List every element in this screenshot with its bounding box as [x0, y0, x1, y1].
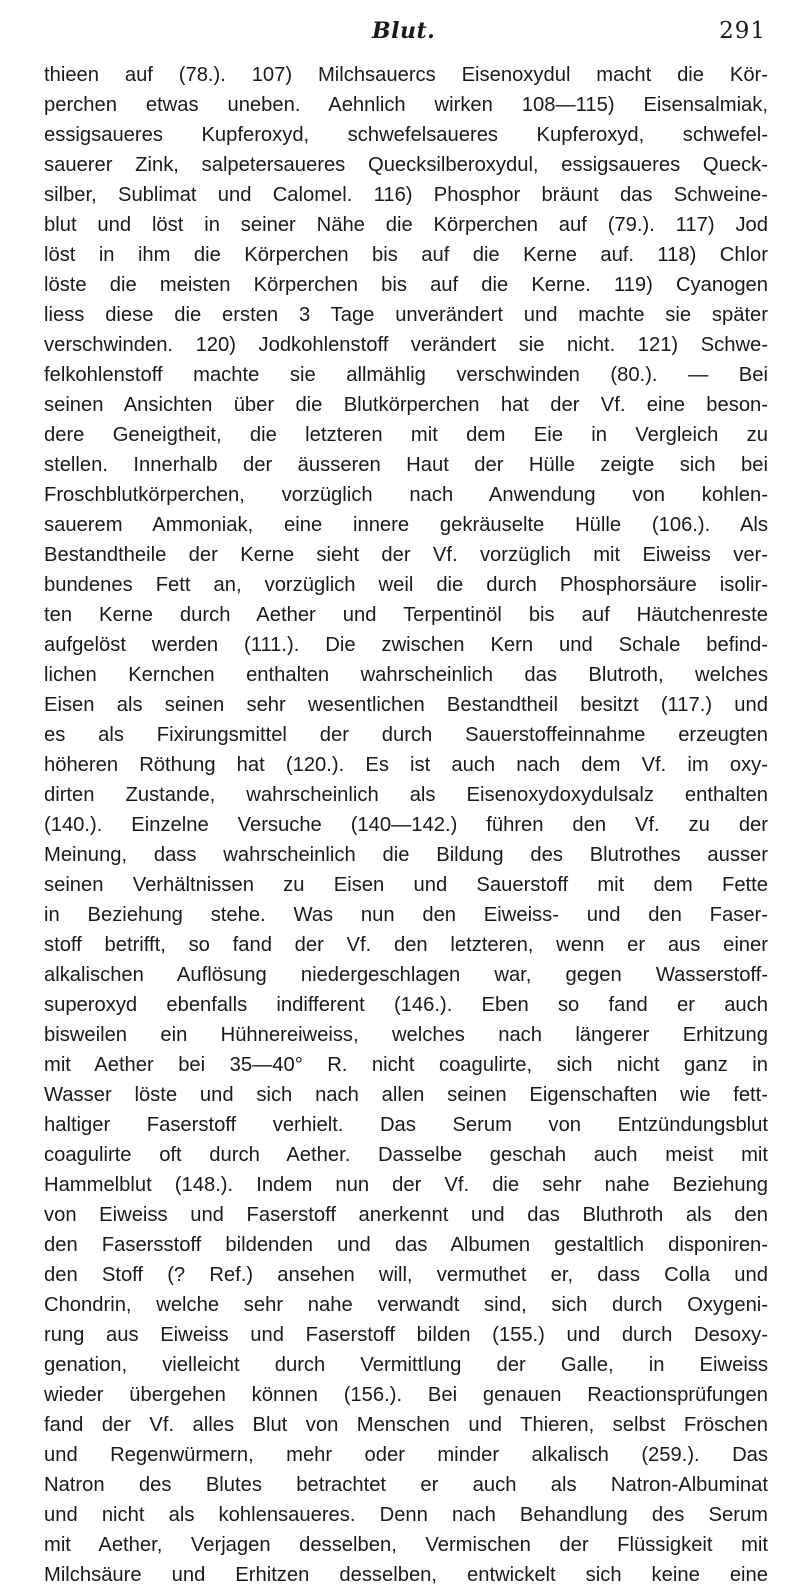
text-line: in Beziehung stehe. Was nun den Eiweiss- und den Faser- [44, 904, 768, 926]
text-line: fand der Vf. alles Blut von Menschen und Thieren, selbst Fröschen [44, 1414, 768, 1436]
text-line: verschwinden. 120) Jodkohlenstoff verändert sie nicht. 121) Schwe- [44, 334, 768, 356]
text-line: von Eiweiss und Faserstoff anerkennt und das Bluthroth als den [44, 1204, 768, 1226]
text-line: stoff betrifft, so fand der Vf. den letzteren, wenn er aus einer [44, 934, 768, 956]
text-line: blut und löst in seiner Nähe die Körperchen auf (79.). 117) Jod [44, 214, 768, 236]
body-text [44, 60, 768, 1590]
text-line: silber, Sublimat und Calomel. 116) Phosphor bräunt das Schweine- [44, 184, 768, 206]
text-line: seinen Verhältnissen zu Eisen und Sauerstoff mit dem Fette [44, 874, 768, 896]
text-line: Milchsäure und Erhitzen desselben, entwickelt sich keine eine [44, 1564, 768, 1586]
text-line: superoxyd ebenfalls indifferent (146.). Eben so fand er auch [44, 994, 768, 1016]
text-line: genation, vielleicht durch Vermittlung der Galle, in Eiweiss [44, 1354, 768, 1376]
text-line: coagulirte oft durch Aether. Dasselbe geschah auch meist mit [44, 1144, 768, 1166]
text-line: rung aus Eiweiss und Faserstoff bilden (155.) und durch Desoxy- [44, 1324, 768, 1346]
running-head [44, 18, 768, 58]
text-line: thieen auf (78.). 107) Milchsauercs Eisenoxydul macht die Kör- [44, 64, 768, 86]
text-line: lichen Kernchen enthalten wahrscheinlich das Blutroth, welches [44, 664, 768, 686]
text-line: essigsaueres Kupferoxyd, schwefelsaueres Kupferoxyd, schwefel- [44, 124, 768, 146]
text-line: es als Fixirungsmittel der durch Sauerstoffeinnahme erzeugten [44, 724, 768, 746]
text-line: den Fasersstoff bildenden und das Albumen gestaltlich disponiren- [44, 1234, 768, 1256]
text-line: Chondrin, welche sehr nahe verwandt sind, sich durch Oxygeni- [44, 1294, 768, 1316]
text-line: höheren Röthung hat (120.). Es ist auch nach dem Vf. im oxy- [44, 754, 768, 776]
text-line: bundenes Fett an, vorzüglich weil die durch Phosphorsäure isolir- [44, 574, 768, 596]
text-line: dere Geneigtheit, die letzteren mit dem Eie in Vergleich zu [44, 424, 768, 446]
text-line: Wasser löste und sich nach allen seinen Eigenschaften wie fett- [44, 1084, 768, 1106]
text-line: haltiger Faserstoff verhielt. Das Serum von Entzündungsblut [44, 1114, 768, 1136]
text-line: Froschblutkörperchen, vorzüglich nach Anwendung von kohlen- [44, 484, 768, 506]
text-line: stellen. Innerhalb der äusseren Haut der Hülle zeigte sich bei [44, 454, 768, 476]
running-head-title: Blut. [372, 18, 436, 44]
text-line: löste die meisten Körperchen bis auf die Kerne. 119) Cyanogen [44, 274, 768, 296]
text-line: Bestandtheile der Kerne sieht der Vf. vorzüglich mit Eiweiss ver- [44, 544, 768, 566]
book-page [44, 0, 768, 1586]
text-line: ten Kerne durch Aether und Terpentinöl bis auf Häutchenreste [44, 604, 768, 626]
text-line: mit Aether, Verjagen desselben, Vermischen der Flüssigkeit mit [44, 1534, 768, 1556]
text-line: und Regenwürmern, mehr oder minder alkalisch (259.). Das [44, 1444, 768, 1466]
text-line: mit Aether bei 35—40° R. nicht coagulirte, sich nicht ganz in [44, 1054, 768, 1076]
text-line: sauerer Zink, salpetersaueres Quecksilberoxydul, essigsaueres Queck- [44, 154, 768, 176]
text-line: perchen etwas uneben. Aehnlich wirken 108—115) Eisensalmiak, [44, 94, 768, 116]
text-line: liess diese die ersten 3 Tage unverändert und machte sie später [44, 304, 768, 326]
text-line: löst in ihm die Körperchen bis auf die Kerne auf. 118) Chlor [44, 244, 768, 266]
text-line: (140.). Einzelne Versuche (140—142.) führen den Vf. zu der [44, 814, 768, 836]
text-line: alkalischen Auflösung niedergeschlagen war, gegen Wasserstoff- [44, 964, 768, 986]
text-line: sauerem Ammoniak, eine innere gekräuselte Hülle (106.). Als [44, 514, 768, 536]
page-number: 291 [719, 18, 766, 44]
text-line: bisweilen ein Hühnereiweiss, welches nach längerer Erhitzung [44, 1024, 768, 1046]
text-line: dirten Zustande, wahrscheinlich als Eisenoxydoxydulsalz enthalten [44, 784, 768, 806]
text-line: seinen Ansichten über die Blutkörperchen hat der Vf. eine beson- [44, 394, 768, 416]
text-line: Natron des Blutes betrachtet er auch als Natron-Albuminat [44, 1474, 768, 1496]
text-line: felkohlenstoff machte sie allmählig verschwinden (80.). — Bei [44, 364, 768, 386]
text-line: Hammelblut (148.). Indem nun der Vf. die sehr nahe Beziehung [44, 1174, 768, 1196]
text-line: und nicht als kohlensaueres. Denn nach Behandlung des Serum [44, 1504, 768, 1526]
text-line: Eisen als seinen sehr wesentlichen Bestandtheil besitzt (117.) und [44, 694, 768, 716]
text-line: Meinung, dass wahrscheinlich die Bildung des Blutrothes ausser [44, 844, 768, 866]
text-line: den Stoff (? Ref.) ansehen will, vermuthet er, dass Colla und [44, 1264, 768, 1286]
text-line: aufgelöst werden (111.). Die zwischen Kern und Schale befind- [44, 634, 768, 656]
text-line: wieder übergehen können (156.). Bei genauen Reactionsprüfungen [44, 1384, 768, 1406]
